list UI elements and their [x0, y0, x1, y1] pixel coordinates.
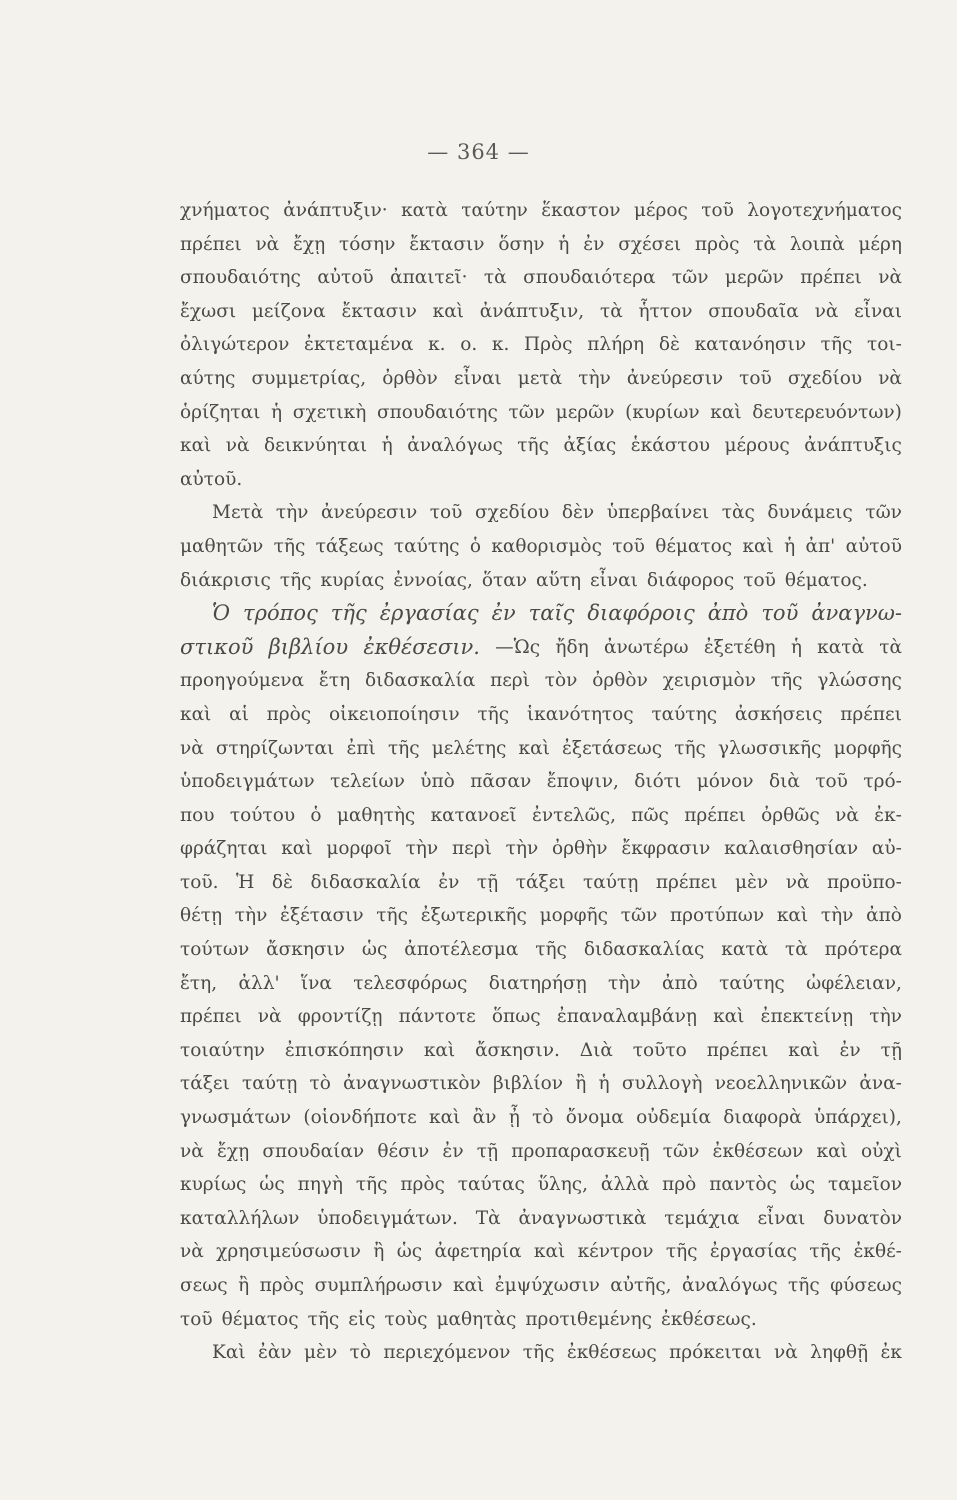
text-line: τάξει ταύτῃ τὸ ἀναγνωστικὸν βιβλίον ἢ ἡ συλλογὴ νεοελληνικῶν ἀνα- — [180, 1073, 902, 1095]
text-line: γνωσμάτων (οἱονδήποτε καὶ ἂν ᾖ τὸ ὄνομα οὐδεμία διαφορὰ ὑπάρχει), — [180, 1107, 902, 1129]
text-line: τοῦ θέματος τῆς εἰς τοὺς μαθητὰς προτιθεμένης ἐκθέσεως. — [180, 1308, 757, 1330]
text-line: νὰ στηρίζωνται ἐπὶ τῆς μελέτης καὶ ἐξετάσεως τῆς γλωσσικῆς μορφῆς — [180, 737, 902, 759]
text-line: πρέπει νὰ ἔχῃ τόσην ἔκτασιν ὅσην ἡ ἐν σχέσει πρὸς τὰ λοιπὰ μέρη — [180, 233, 902, 255]
paragraph — [180, 1336, 902, 1370]
text-line: νὰ χρησιμεύσωσιν ἢ ὡς ἀφετηρία καὶ κέντρον τῆς ἐργασίας τῆς ἐκθέ- — [180, 1241, 902, 1263]
text-line: φράζηται καὶ μορφοῖ τὴν περὶ τὴν ὀρθὴν ἔκφρασιν καλαισθησίαν αὐ- — [180, 838, 902, 860]
text-line: ἔτη, ἀλλ' ἵνα τελεσφόρως διατηρήσῃ τὴν ἀπὸ ταύτης ὠφέλειαν, — [180, 972, 902, 994]
text-line: διάκρισις τῆς κυρίας ἐννοίας, ὅταν αὕτη εἶναι διάφορος τοῦ θέματος. — [180, 569, 868, 591]
text-line: σπουδαιότης αὐτοῦ ἀπαιτεῖ· τὰ σπουδαιότερα τῶν μερῶν πρέπει νὰ — [180, 267, 902, 289]
paragraph — [180, 496, 902, 597]
text-line: Μετὰ τὴν ἀνεύρεσιν τοῦ σχεδίου δὲν ὑπερβαίνει τὰς δυνάμεις τῶν — [212, 502, 902, 524]
text-line: πρέπει νὰ φροντίζῃ πάντοτε ὅπως ἐπαναλαμβάνῃ καὶ ἐπεκτείνῃ τὴν — [180, 1006, 902, 1028]
page-number: — 364 — — [427, 140, 530, 164]
text-line: ὑποδειγμάτων τελείων ὑπὸ πᾶσαν ἔποψιν, διότι μόνον διὰ τοῦ τρό- — [180, 771, 902, 793]
text-line: τοῦ. Ἡ δὲ διδασκαλία ἐν τῇ τάξει ταύτῃ πρέπει μὲν νὰ προϋπο- — [180, 871, 902, 893]
text-line: ὁρίζηται ἡ σχετικὴ σπουδαιότης τῶν μερῶν (κυρίων καὶ δευτερευόντων) — [180, 401, 902, 423]
text-line: αὐτοῦ. — [180, 468, 243, 490]
body-text — [180, 194, 902, 1370]
section-heading-continued: στικοῦ βιβλίου ἐκθέσεσιν. —Ὡς ἤδη ἀνωτέρω ἐξετέθη ἡ κατὰ τὰ — [180, 634, 902, 659]
text-line: καὶ αἱ πρὸς οἰκειοποίησιν τῆς ἱκανότητος ταύτης ἀσκήσεις πρέπει — [180, 703, 902, 725]
text-line: σεως ἢ πρὸς συμπλήρωσιν καὶ ἐμψύχωσιν αὐτῆς, ἀναλόγως τῆς φύσεως — [180, 1275, 902, 1296]
text-line: αύτης συμμετρίας, ὀρθὸν εἶναι μετὰ τὴν ἀνεύρεσιν τοῦ σχεδίου νὰ — [180, 367, 902, 389]
text-line: ἔχωσι μείζονα ἔκτασιν καὶ ἀνάπτυξιν, τὰ ἧττον σπουδαῖα νὰ εἶναι — [180, 300, 902, 322]
text-line: μαθητῶν τῆς τάξεως ταύτης ὁ καθορισμὸς τοῦ θέματος καὶ ἡ ἀπ' αὐτοῦ — [180, 535, 902, 557]
text-line: θέτῃ τὴν ἐξέτασιν τῆς ἐξωτερικῆς μορφῆς τῶν προτύπων καὶ τὴν ἀπὸ — [180, 905, 902, 927]
paragraph — [180, 194, 902, 496]
paragraph — [180, 597, 902, 1336]
text-line: κυρίως ὡς πηγὴ τῆς πρὸς ταύτας ὕλης, ἀλλὰ πρὸ παντὸς ὡς ταμεῖον — [180, 1174, 902, 1196]
text-line: προηγούμενα ἔτη διδασκαλία περὶ τὸν ὀρθὸν χειρισμὸν τῆς γλώσσης — [180, 670, 902, 692]
text-line: τούτων ἄσκησιν ὡς ἀποτέλεσμα τῆς διδασκαλίας κατὰ τὰ πρότερα — [180, 939, 902, 961]
text-line: νὰ ἔχῃ σπουδαίαν θέσιν ἐν τῇ προπαρασκευῇ τῶν ἐκθέσεων καὶ οὐχὶ — [180, 1140, 902, 1162]
text-line: ὀλιγώτερον ἐκτεταμένα κ. ο. κ. Πρὸς πλήρη δὲ κατανόησιν τῆς τοι- — [180, 334, 902, 356]
text-line: καταλλήλων ὑποδειγμάτων. Τὰ ἀναγνωστικὰ τεμάχια εἶναι δυνατὸν — [180, 1207, 902, 1229]
text-line: τοιαύτην ἐπισκόπησιν καὶ ἄσκησιν. Διὰ τοῦτο πρέπει καὶ ἐν τῇ — [180, 1039, 902, 1061]
text-line: καὶ νὰ δεικνύηται ἡ ἀναλόγως τῆς ἀξίας ἑκάστου μέρους ἀνάπτυξις — [180, 435, 902, 457]
text-line: που τούτου ὁ μαθητὴς κατανοεῖ ἐντελῶς, πῶς πρέπει ὀρθῶς νὰ ἐκ- — [180, 804, 902, 826]
section-heading: Ὁ τρόπος τῆς ἐργασίας ἐν ταῖς διαφόροις ἀπὸ τοῦ ἀναγνω- — [212, 601, 902, 626]
text-line: χνήματος ἀνάπτυξιν· κατὰ ταύτην ἕκαστον μέρος τοῦ λογοτεχνήματος — [180, 200, 902, 221]
text-line: Καὶ ἐὰν μὲν τὸ περιεχόμενον τῆς ἐκθέσεως πρόκειται νὰ ληφθῇ ἐκ — [212, 1342, 902, 1364]
